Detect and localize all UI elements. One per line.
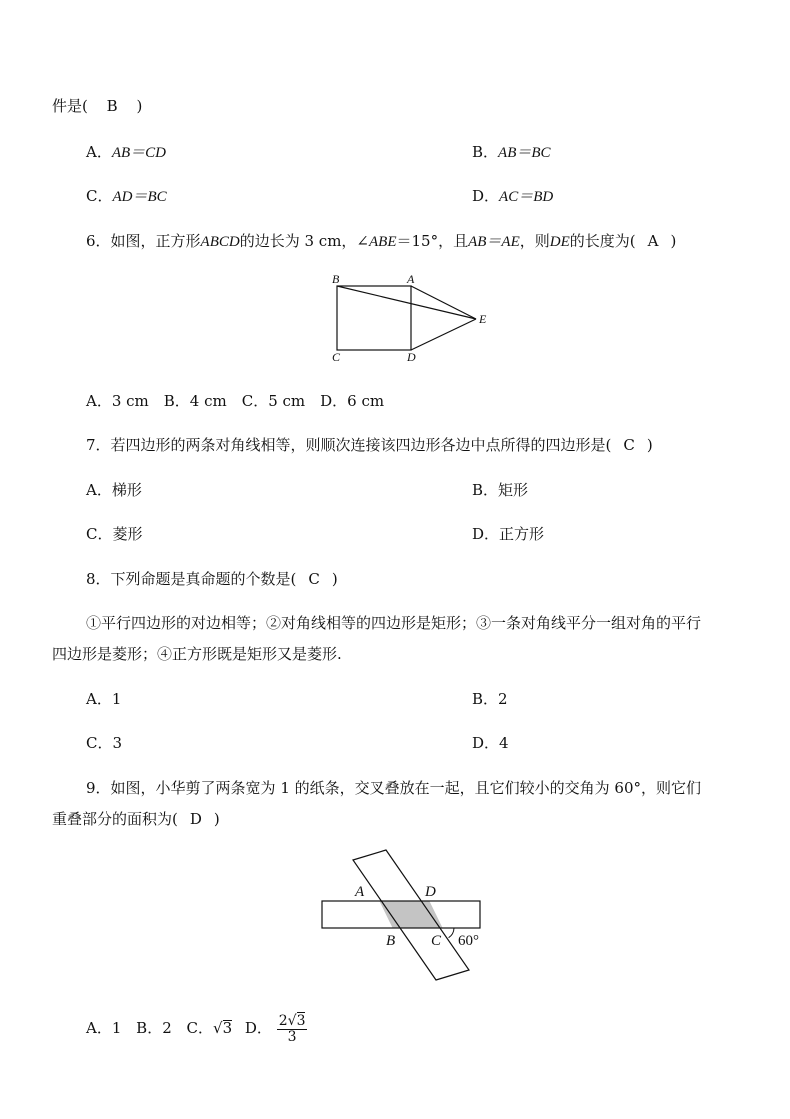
option-letter: A． (86, 481, 112, 499)
q6-var: ABCD (200, 234, 240, 250)
numerator-radicand: 3 (296, 1012, 306, 1029)
q8-answer: C (308, 570, 320, 588)
option-letter: C． (86, 525, 113, 543)
q7-option-b (472, 480, 528, 500)
q9-option-d-fraction (277, 1014, 308, 1045)
option-letter: D． (472, 525, 500, 543)
q9-option-d-letter: D． (244, 1019, 272, 1037)
option-text: 2 (498, 690, 508, 708)
sqrt-icon: √ (287, 1012, 297, 1029)
q6-text: 的长度为( (569, 232, 636, 250)
q8-option-c (86, 733, 122, 753)
option-letter: D． (472, 734, 500, 752)
q9-answer: D (189, 810, 202, 828)
option-text: 3 (112, 734, 123, 752)
q6-var: AB＝AE (468, 234, 520, 250)
q6-options: A．3 cm B．4 cm C．5 cm D．6 cm (86, 392, 385, 410)
fraction-denominator: 3 (287, 1028, 297, 1045)
option-letter: C． (86, 187, 113, 205)
q8-statement-line1: ①平行四边形的对边相等；②对角线相等的四边形是矩形；③一条对角线平分一组对角的平行 (86, 614, 702, 632)
q9-text: 重叠部分的面积为( (52, 810, 178, 828)
q8-statement-line2: 四边形是菱形；④正方形既是矩形又是菱形. (52, 645, 342, 663)
q5-close: ) (136, 97, 143, 115)
option-text: 矩形 (498, 481, 529, 499)
q8-option-b (472, 689, 508, 709)
option-text: AC＝BD (499, 189, 554, 205)
square-abcd (337, 286, 411, 350)
q9-stem-line2 (52, 809, 220, 829)
label-c: C (332, 350, 341, 364)
option-letter: A． (86, 690, 112, 708)
paper-strips-figure (316, 848, 496, 983)
q7-option-a (86, 480, 142, 500)
q7-text: 7．若四边形的两条对角线相等，则顺次连接该四边形各边中点所得的四边形是( (86, 436, 612, 454)
sqrt-icon: √ (213, 1019, 223, 1037)
q5-option-c (86, 186, 167, 207)
label-a: A (355, 884, 365, 900)
fraction-numerator (277, 1014, 308, 1030)
q7-option-d (472, 524, 544, 544)
segment-ae (411, 286, 476, 319)
q9-option-a: A．1 (86, 1019, 122, 1037)
q9-options (86, 1008, 307, 1048)
option-text: 正方形 (499, 525, 545, 543)
q6-answer: A (647, 232, 659, 250)
q9-option-c-value: 3 (222, 1019, 233, 1037)
q7-option-c (86, 524, 143, 544)
option-text: AD＝BC (112, 189, 167, 205)
q5-stem-text: 件是( (52, 97, 88, 115)
label-c: C (431, 933, 442, 949)
option-text: AB＝CD (111, 145, 167, 161)
q5-stem (52, 96, 142, 116)
option-text: 4 (499, 734, 509, 752)
option-text: 菱形 (112, 525, 143, 543)
q6-text: 6．如图，正方形 (86, 232, 201, 250)
option-letter: D． (472, 187, 500, 205)
label-b: B (332, 272, 340, 286)
q6-var: DE (549, 234, 570, 250)
q6-text: 的边长为 3 cm，∠ (239, 232, 369, 250)
angle-arc (449, 928, 454, 938)
segment-de (411, 319, 476, 350)
q6-var: ABE (369, 234, 397, 250)
q8-text: 8．下列命题是真命题的个数是( (86, 570, 297, 588)
q6-text: ＝15°，且 (396, 232, 469, 250)
option-text: 梯形 (111, 481, 142, 499)
q9-option-c-letter: C． (186, 1019, 214, 1037)
label-b: B (386, 933, 396, 949)
q8-stem (86, 569, 338, 589)
q5-option-b (472, 142, 551, 163)
q5-option-a (86, 142, 166, 163)
label-d: D (425, 884, 436, 900)
segment-be (337, 286, 476, 319)
q6-close: ) (670, 232, 677, 250)
label-e: E (479, 312, 487, 326)
numerator-coef: 2 (278, 1012, 288, 1029)
option-letter: B． (472, 690, 499, 708)
q5-answer: B (106, 97, 118, 115)
q9-stem-line1: 9．如图，小华剪了两条宽为 1 的纸条，交叉叠放在一起，且它们较小的交角为 60°，则它们 (86, 779, 701, 797)
q7-close: ) (646, 436, 653, 454)
q9-close: ) (213, 810, 220, 828)
label-d: D (407, 350, 416, 364)
square-figure (320, 268, 500, 368)
label-a: A (407, 272, 415, 286)
option-text: 1 (111, 690, 122, 708)
q6-stem (86, 231, 676, 252)
q7-answer: C (623, 436, 635, 454)
q8-option-d (472, 733, 509, 753)
label-angle: 60° (458, 933, 479, 949)
q5-option-d (472, 186, 553, 207)
q9-option-b: B．2 (136, 1019, 172, 1037)
option-letter: B． (472, 481, 499, 499)
q8-option-a (86, 689, 121, 709)
option-letter: B． (472, 143, 499, 161)
option-letter: C． (86, 734, 113, 752)
option-text: AB＝BC (498, 145, 551, 161)
overlap-region (379, 901, 442, 928)
q8-close: ) (331, 570, 338, 588)
q7-stem (86, 435, 653, 455)
option-letter: A． (86, 143, 112, 161)
q6-text: ，则 (519, 232, 550, 250)
